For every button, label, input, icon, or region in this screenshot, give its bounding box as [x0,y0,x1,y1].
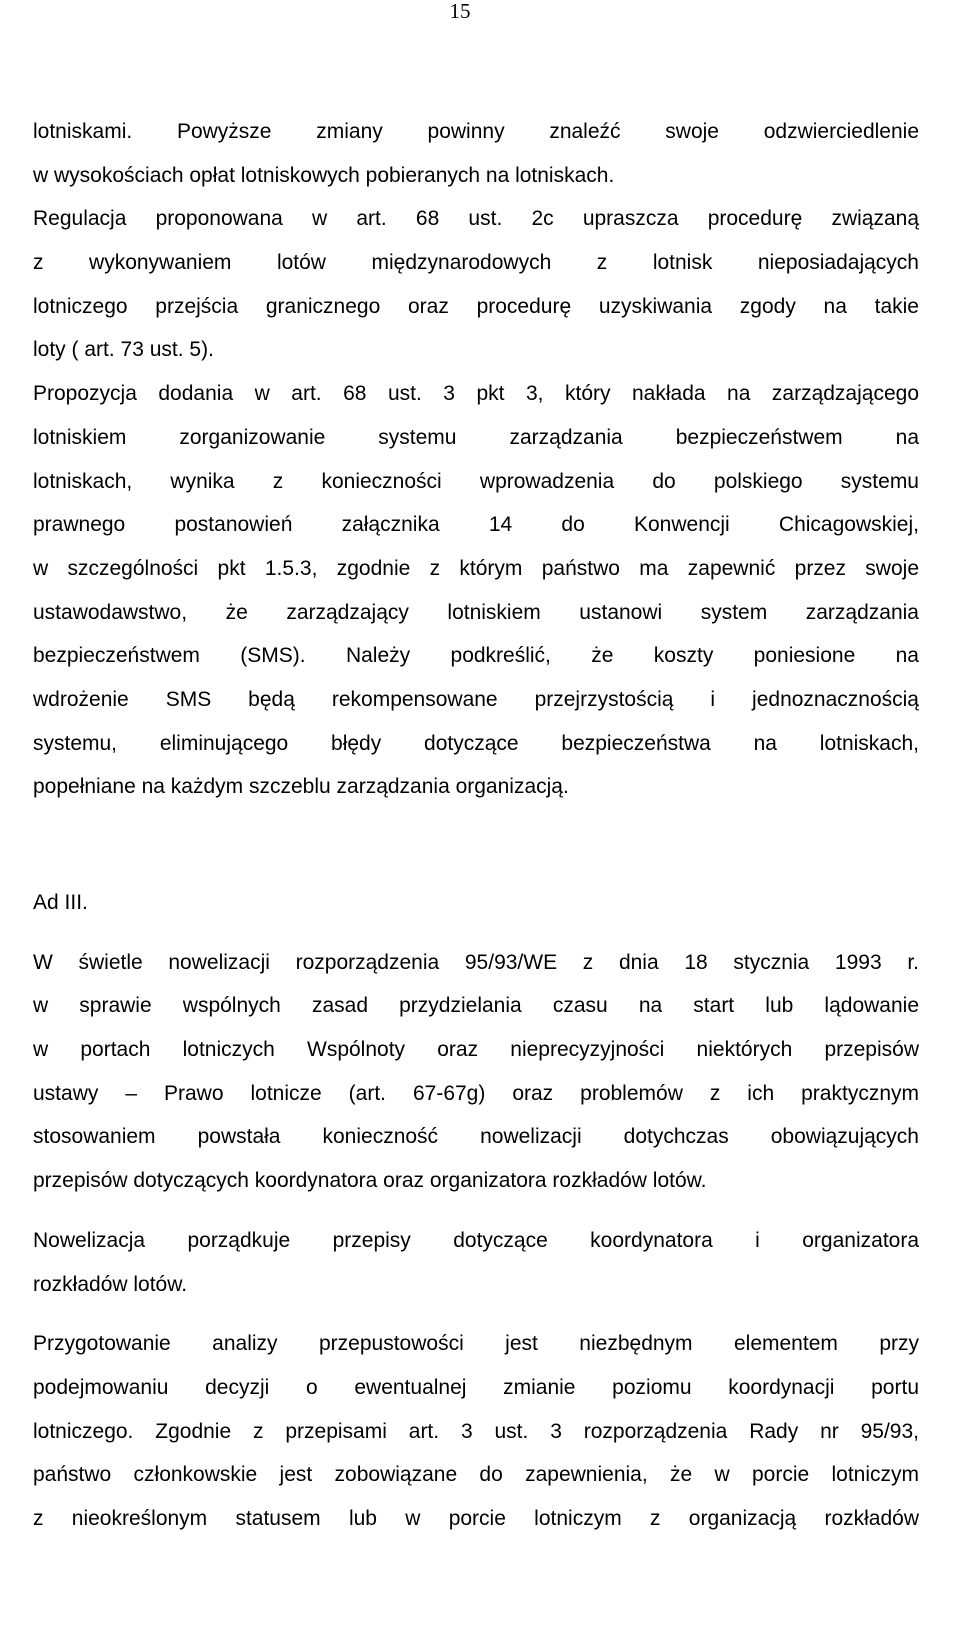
paragraph [33,1322,919,1540]
text-line: z nieokreślonym statusem lub w porcie lotniczym z organizacją rozkładów [33,1506,919,1530]
text-line: stosowaniem powstała konieczność nowelizacji dotychczas obowiązujących [33,1125,919,1149]
text-line: podejmowaniu decyzji o ewentualnej zmianie poziomu koordynacji portu [33,1375,919,1399]
spacer [33,1203,919,1219]
heading-text: Ad III. [33,891,88,914]
text-line: Regulacja proponowana w art. 68 ust. 2c upraszcza procedurę związaną [33,207,919,231]
text-line: w wysokościach opłat lotniskowych pobieranych na lotniskach. [33,163,615,187]
text-line: lotniskiem zorganizowanie systemu zarządzania bezpieczeństwem na [33,425,919,449]
text-line: lotniskach, wynika z konieczności wprowadzenia do polskiego systemu [33,469,919,493]
text-line: systemu, eliminującego błędy dotyczące bezpieczeństwa na lotniskach, [33,731,919,755]
text-line: Przygotowanie analizy przepustowości jest niezbędnym elementem przy [33,1332,919,1356]
text-line: przepisów dotyczących koordynatora oraz organizatora rozkładów lotów. [33,1169,707,1193]
text-line: rozkładów lotów. [33,1272,188,1296]
document-body [33,110,919,1541]
text-line: lotniskami. Powyższe zmiany powinny znaleźć swoje odzwierciedlenie [33,120,919,143]
paragraph [33,110,919,197]
paragraph [33,197,919,372]
text-line: prawnego postanowień załącznika 14 do Konwencji Chicagowskiej, [33,513,919,537]
text-line: ustawodawstwo, że zarządzający lotniskiem ustanowi system zarządzania [33,600,919,624]
section-heading [33,881,919,925]
text-line: Nowelizacja porządkuje przepisy dotyczące koordynatora i organizatora [33,1228,919,1252]
spacer [33,1306,919,1322]
text-line: w szczególności pkt 1.5.3, zgodnie z którym państwo ma zapewnić przez swoje [33,556,919,580]
text-line: lotniczego przejścia granicznego oraz procedurę uzyskiwania zgody na takie [33,294,919,318]
text-line: Propozycja dodania w art. 68 ust. 3 pkt 3, który nakłada na zarządzającego [33,382,919,406]
text-line: w sprawie wspólnych zasad przydzielania czasu na start lub lądowanie [33,994,919,1018]
text-line: loty ( art. 73 ust. 5). [33,338,214,362]
text-line: w portach lotniczych Wspólnoty oraz nieprecyzyjności niektórych przepisów [33,1038,919,1062]
spacer [33,925,919,941]
text-line: W świetle nowelizacji rozporządzenia 95/93/WE z dnia 18 stycznia 1993 r. [33,950,919,974]
text-line: popełniane na każdym szczeblu zarządzania organizacją. [33,775,569,799]
spacer [33,809,919,881]
paragraph [33,941,919,1203]
paragraph [33,372,919,809]
text-line: lotniczego. Zgodnie z przepisami art. 3 ust. 3 rozporządzenia Rady nr 95/93, [33,1419,919,1443]
paragraph [33,1219,919,1306]
page-number: 15 [449,0,471,23]
text-line: państwo członkowskie jest zobowiązane do zapewnienia, że w porcie lotniczym [33,1463,919,1487]
text-line: ustawy – Prawo lotnicze (art. 67-67g) oraz problemów z ich praktycznym [33,1081,919,1105]
text-line: z wykonywaniem lotów międzynarodowych z lotnisk nieposiadających [33,251,919,275]
text-line: wdrożenie SMS będą rekompensowane przejrzystością i jednoznacznością [33,687,919,711]
text-line: bezpieczeństwem (SMS). Należy podkreślić, że koszty poniesione na [33,644,919,668]
